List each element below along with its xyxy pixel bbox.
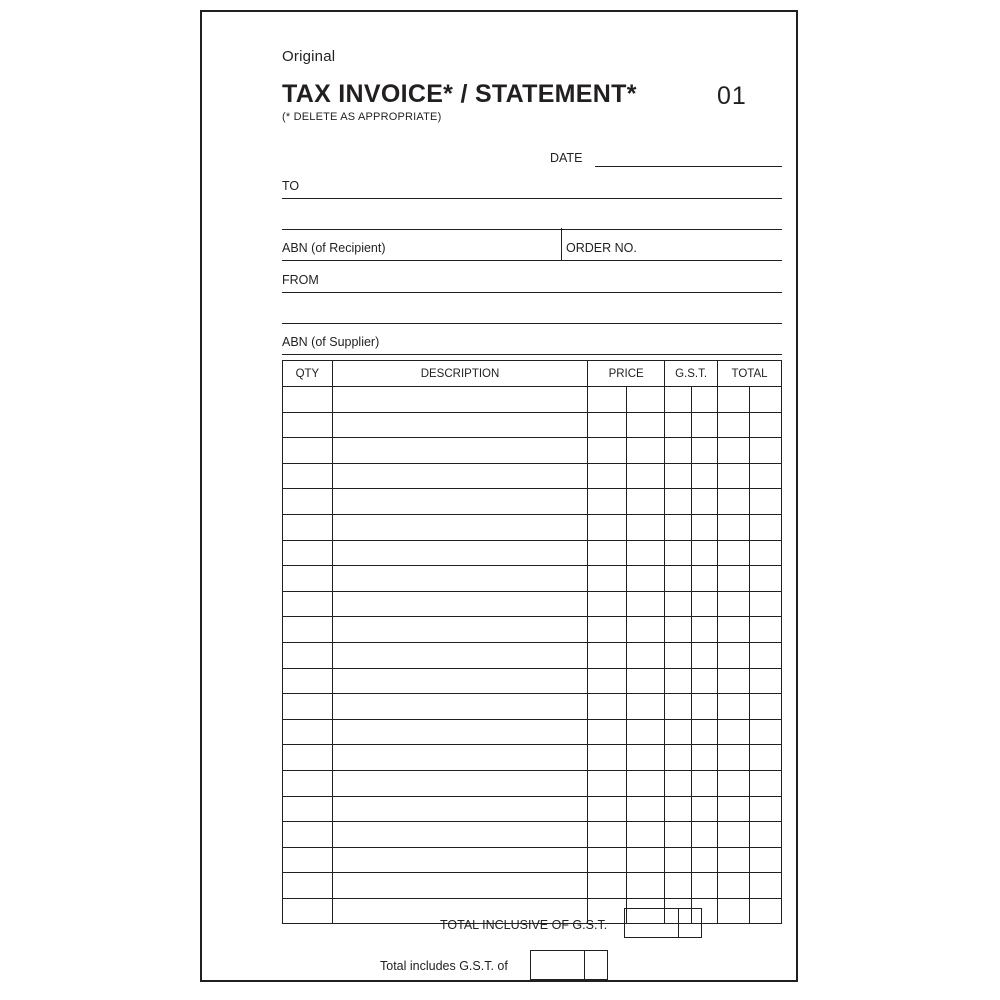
cell-total-cents[interactable] [750,617,782,643]
column-header-qty: QTY [283,361,333,387]
cell-total-cents[interactable] [750,540,782,566]
cell-qty[interactable] [283,514,333,540]
cell-description[interactable] [332,770,587,796]
cell-gst[interactable] [665,873,692,899]
order-no-label: ORDER NO. [566,241,637,255]
cell-gst-cents[interactable] [691,668,718,694]
cell-price-cents[interactable] [626,438,664,464]
to-input-line[interactable] [282,198,782,199]
cell-gst[interactable] [665,566,692,592]
cell-price-cents[interactable] [626,540,664,566]
cell-gst-cents[interactable] [691,719,718,745]
table-row [283,822,782,848]
cell-total-cents[interactable] [750,489,782,515]
cell-total-cents[interactable] [750,642,782,668]
table-row [283,412,782,438]
cell-price-cents[interactable] [626,387,664,413]
cell-qty[interactable] [283,796,333,822]
cell-description[interactable] [332,617,587,643]
cell-total-cents[interactable] [750,412,782,438]
cell-description[interactable] [332,719,587,745]
cell-total[interactable] [718,591,750,617]
delete-as-appropriate-note: (* DELETE AS APPROPRIATE) [282,111,442,123]
cell-description[interactable] [332,438,587,464]
cell-total[interactable] [718,387,750,413]
cell-description[interactable] [332,514,587,540]
cell-qty[interactable] [283,463,333,489]
cell-description[interactable] [332,694,587,720]
cell-total-cents[interactable] [750,694,782,720]
cell-total[interactable] [718,770,750,796]
cell-total-cents[interactable] [750,847,782,873]
cell-qty[interactable] [283,822,333,848]
cell-total-cents[interactable] [750,770,782,796]
cell-description[interactable] [332,591,587,617]
table-row [283,796,782,822]
column-header-description: DESCRIPTION [332,361,587,387]
cell-qty[interactable] [283,566,333,592]
cell-price-cents[interactable] [626,412,664,438]
cell-gst-cents[interactable] [691,642,718,668]
table-row [283,387,782,413]
date-input-line[interactable] [595,166,782,167]
page-title: TAX INVOICE* / STATEMENT* [282,80,637,108]
table-row [283,489,782,515]
cell-total-cents[interactable] [750,796,782,822]
column-header-total: TOTAL [718,361,782,387]
cell-gst[interactable] [665,463,692,489]
cell-price[interactable] [588,847,626,873]
cell-total[interactable] [718,822,750,848]
cell-gst-cents[interactable] [691,770,718,796]
cell-total-cents[interactable] [750,745,782,771]
cell-gst-cents[interactable] [691,387,718,413]
cell-price-cents[interactable] [626,873,664,899]
cell-price-cents[interactable] [626,770,664,796]
cell-qty[interactable] [283,898,333,924]
cell-total[interactable] [718,898,750,924]
invoice-form [200,10,798,982]
table-row [283,438,782,464]
cell-price-cents[interactable] [626,847,664,873]
cell-description[interactable] [332,822,587,848]
cell-price[interactable] [588,694,626,720]
table-row [283,770,782,796]
cell-price-cents[interactable] [626,463,664,489]
cell-gst-cents[interactable] [691,591,718,617]
table-body [283,387,782,924]
abn-supplier-input-line[interactable] [282,354,782,355]
from-label: FROM [282,273,319,287]
table-row [283,719,782,745]
cell-total-cents[interactable] [750,463,782,489]
cell-qty[interactable] [283,438,333,464]
cell-gst-cents[interactable] [691,694,718,720]
cell-gst[interactable] [665,387,692,413]
cell-price-cents[interactable] [626,642,664,668]
cell-total[interactable] [718,847,750,873]
cell-qty[interactable] [283,873,333,899]
abn-recipient-label: ABN (of Recipient) [282,241,386,255]
table-row [283,847,782,873]
gst-cents[interactable] [585,951,607,979]
from-input-line-2[interactable] [282,323,782,324]
abn-recipient-input-line[interactable] [282,260,782,261]
cell-qty[interactable] [283,770,333,796]
cell-gst-cents[interactable] [691,438,718,464]
table-row [283,514,782,540]
cell-price[interactable] [588,719,626,745]
cell-qty[interactable] [283,540,333,566]
cell-price[interactable] [588,642,626,668]
cell-gst[interactable] [665,770,692,796]
cell-qty[interactable] [283,489,333,515]
table-row [283,540,782,566]
cell-price[interactable] [588,489,626,515]
cell-price[interactable] [588,540,626,566]
table-row [283,463,782,489]
cell-total[interactable] [718,463,750,489]
cell-gst[interactable] [665,617,692,643]
gst-dollars[interactable] [531,951,585,979]
cell-price-cents[interactable] [626,489,664,515]
column-header-price: PRICE [588,361,665,387]
cell-price[interactable] [588,617,626,643]
cell-qty[interactable] [283,617,333,643]
cell-gst-cents[interactable] [691,796,718,822]
cell-price[interactable] [588,770,626,796]
cell-description[interactable] [332,387,587,413]
table-row [283,617,782,643]
cell-gst-cents[interactable] [691,412,718,438]
cell-description[interactable] [332,873,587,899]
cell-price-cents[interactable] [626,514,664,540]
cell-price[interactable] [588,591,626,617]
cell-total-cents[interactable] [750,719,782,745]
cell-gst-cents[interactable] [691,822,718,848]
table-row [283,694,782,720]
cell-gst-cents[interactable] [691,566,718,592]
copy-type-label: Original [282,48,336,65]
cell-gst[interactable] [665,694,692,720]
cell-total-cents[interactable] [750,668,782,694]
cell-gst-cents[interactable] [691,514,718,540]
cell-gst-cents[interactable] [691,540,718,566]
cell-total[interactable] [718,745,750,771]
cell-qty[interactable] [283,745,333,771]
table-row [283,591,782,617]
cell-qty[interactable] [283,719,333,745]
gst-amount-label: Total includes G.S.T. of [380,959,508,973]
cell-price-cents[interactable] [626,617,664,643]
table-row [283,745,782,771]
cell-gst[interactable] [665,668,692,694]
cell-gst[interactable] [665,719,692,745]
column-header-gst: G.S.T. [665,361,718,387]
cell-total[interactable] [718,514,750,540]
cell-total-cents[interactable] [750,898,782,924]
cell-description[interactable] [332,412,587,438]
cell-total[interactable] [718,412,750,438]
cell-description[interactable] [332,540,587,566]
cell-total-cents[interactable] [750,514,782,540]
cell-gst[interactable] [665,745,692,771]
cell-qty[interactable] [283,642,333,668]
cell-price-cents[interactable] [626,668,664,694]
cell-gst[interactable] [665,438,692,464]
cell-description[interactable] [332,796,587,822]
cell-total-cents[interactable] [750,873,782,899]
cell-description[interactable] [332,847,587,873]
cell-gst-cents[interactable] [691,745,718,771]
cell-total[interactable] [718,489,750,515]
line-items-table [282,360,782,924]
cell-price[interactable] [588,745,626,771]
from-input-line[interactable] [282,292,782,293]
cell-qty[interactable] [283,694,333,720]
cell-qty[interactable] [283,412,333,438]
cell-total[interactable] [718,873,750,899]
cell-gst[interactable] [665,540,692,566]
cell-gst-cents[interactable] [691,489,718,515]
cell-price[interactable] [588,796,626,822]
cell-total[interactable] [718,694,750,720]
to-input-line-2[interactable] [282,229,782,230]
cell-price[interactable] [588,566,626,592]
table-row [283,566,782,592]
total-inclusive-amount-box[interactable] [624,908,702,938]
cell-gst[interactable] [665,822,692,848]
cell-total[interactable] [718,796,750,822]
cell-price-cents[interactable] [626,745,664,771]
to-label: TO [282,179,300,193]
cell-gst[interactable] [665,591,692,617]
cell-qty[interactable] [283,668,333,694]
cell-price[interactable] [588,438,626,464]
cell-total-cents[interactable] [750,438,782,464]
cell-total[interactable] [718,719,750,745]
cell-total-cents[interactable] [750,566,782,592]
table-row [283,873,782,899]
cell-gst[interactable] [665,489,692,515]
cell-price[interactable] [588,822,626,848]
cell-price-cents[interactable] [626,591,664,617]
cell-gst[interactable] [665,642,692,668]
table-row [283,642,782,668]
cell-gst[interactable] [665,847,692,873]
cell-gst[interactable] [665,412,692,438]
cell-price[interactable] [588,668,626,694]
cell-price-cents[interactable] [626,694,664,720]
cell-qty[interactable] [283,847,333,873]
cell-price[interactable] [588,873,626,899]
cell-total[interactable] [718,438,750,464]
gst-amount-box[interactable] [530,950,608,980]
cell-total-cents[interactable] [750,822,782,848]
cell-gst[interactable] [665,514,692,540]
cell-gst-cents[interactable] [691,873,718,899]
cell-gst-cents[interactable] [691,463,718,489]
cell-gst-cents[interactable] [691,617,718,643]
cell-price[interactable] [588,412,626,438]
cell-qty[interactable] [283,591,333,617]
cell-description[interactable] [332,566,587,592]
cell-description[interactable] [332,668,587,694]
cell-total[interactable] [718,617,750,643]
cell-qty[interactable] [283,387,333,413]
cell-gst-cents[interactable] [691,847,718,873]
table-header-row [283,361,782,387]
total-inclusive-cents[interactable] [679,909,701,937]
total-inclusive-label: TOTAL INCLUSIVE OF G.S.T. [440,918,608,932]
cell-description[interactable] [332,642,587,668]
cell-total-cents[interactable] [750,591,782,617]
cell-price-cents[interactable] [626,822,664,848]
abn-supplier-label: ABN (of Supplier) [282,335,380,349]
cell-total[interactable] [718,642,750,668]
total-inclusive-dollars[interactable] [625,909,679,937]
cell-price[interactable] [588,387,626,413]
cell-price-cents[interactable] [626,566,664,592]
cell-gst[interactable] [665,796,692,822]
date-label: DATE [550,151,583,165]
cell-total[interactable] [718,566,750,592]
cell-total-cents[interactable] [750,387,782,413]
cell-price-cents[interactable] [626,719,664,745]
order-no-divider [561,228,562,260]
cell-description[interactable] [332,489,587,515]
cell-total[interactable] [718,540,750,566]
cell-description[interactable] [332,463,587,489]
table-row [283,668,782,694]
cell-price[interactable] [588,463,626,489]
cell-price[interactable] [588,514,626,540]
cell-price-cents[interactable] [626,796,664,822]
cell-total[interactable] [718,668,750,694]
docket-number: 01 [717,82,747,110]
cell-description[interactable] [332,745,587,771]
